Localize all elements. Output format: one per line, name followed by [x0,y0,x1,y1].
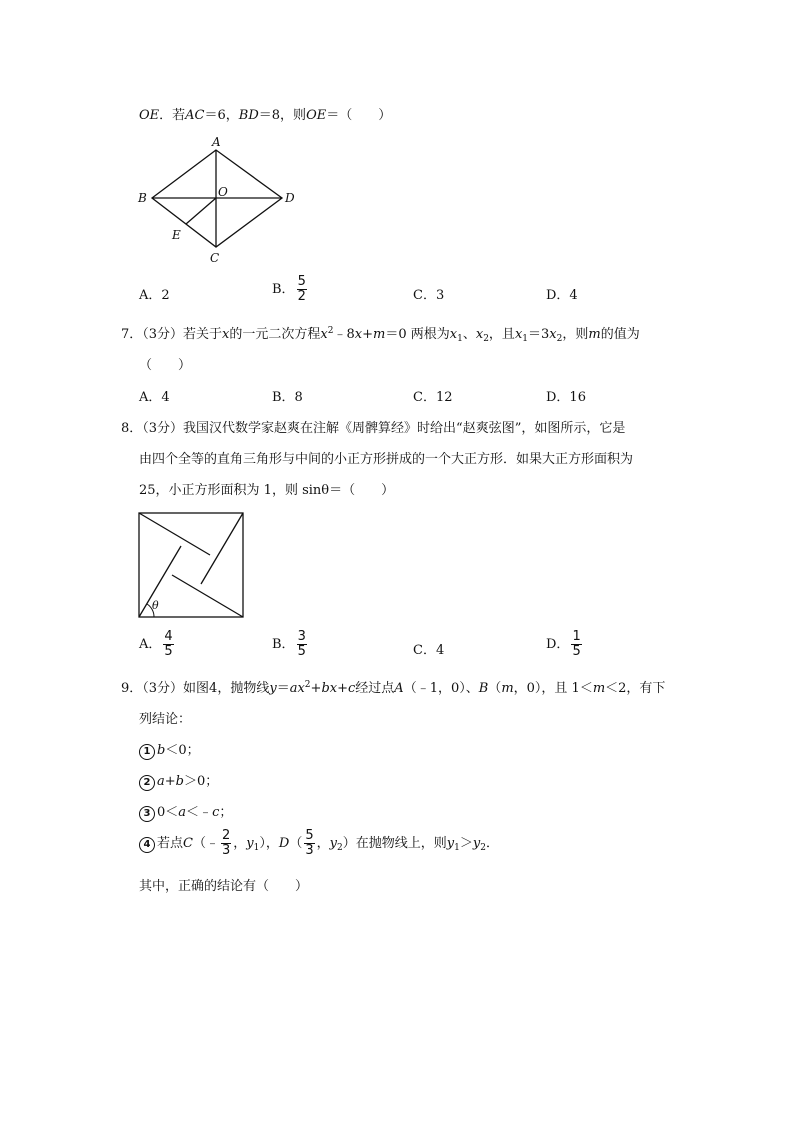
segment-oe [186,198,216,224]
q7-option-a[interactable]: A．4 [139,390,170,405]
triangle-edge-4 [172,575,243,617]
triangle-edge-2 [139,513,210,555]
q8-stem-line2: 由四个全等的直角三角形与中间的小正方形拼成的一个大正方形．如果大正方形面积为 [139,452,634,467]
triangle-edge-1 [139,546,181,617]
var-BD: BD [238,108,259,123]
q6-option-d[interactable]: D．4 [546,288,578,303]
q7-option-d[interactable]: D．16 [546,390,586,405]
q6-option-a[interactable]: A．2 [139,288,170,303]
q9-statement-2: 2 a+b＞0； [139,770,218,791]
q9-stem-line2: 列结论： [139,712,192,727]
q6-option-b[interactable]: B． $\frac{5}{2}$ [272,274,306,304]
fraction: $\frac{5}{2}$ [297,274,306,304]
q9-stem-line1: 9．（3分）如图4，抛物线$y=ax^2+bx+c$经过点A（﹣1，0）、B（m，0），且 1＜m＜2，有下 [121,680,666,696]
var-OE: OE [139,108,160,123]
circled-number: 4 [139,837,155,853]
q8-option-c[interactable]: C．4 [413,643,445,658]
label-O: O [218,185,228,199]
fraction: $\frac{4}{5}$ [164,629,173,659]
q9-question: 其中，正确的结论有（ ） [139,879,309,894]
q7-stem-line1: 7．（3分）若关于x的一元二次方程$x^2﹣8x+m=0$ 两根为$x_1$、$x_2$，且$x_1=3x_2$，则m的值为 [121,326,640,344]
q6-option-c[interactable]: C．3 [413,288,445,303]
q8-option-a[interactable]: A． $\frac{4}{5}$ [139,629,173,659]
q8-stem-line3: 25，小正方形面积为 1，则 sinθ＝（ ） [139,483,395,498]
q8-option-b[interactable]: B． $\frac{3}{5}$ [272,629,306,659]
rhombus-figure [130,132,310,267]
fraction: $\frac{5}{3}$ [305,828,314,858]
fraction: $\frac{1}{5}$ [572,629,581,659]
label-D: D [285,191,295,205]
fraction: $\frac{3}{5}$ [297,629,306,659]
q8-stem-line1: 8．（3分）我国汉代数学家赵爽在注解《周髀算经》时给出“赵爽弦图”，如图所示，它是 [121,421,626,436]
q9-statement-1: 1 b＜0； [139,739,200,760]
q8-option-d[interactable]: D． $\frac{1}{5}$ [546,629,581,659]
q6-stem-tail: OE．若AC＝6，BD＝8，则OE＝（ ） [139,108,392,123]
triangle-edge-3 [201,513,243,584]
circled-number: 2 [139,775,155,791]
var-OE: OE [306,108,327,123]
q7-stem-line2: （ ） [139,358,192,373]
var-AC: AC [185,108,205,123]
circled-number: 3 [139,806,155,822]
zhao-shuang-figure [136,510,248,620]
q7-option-b[interactable]: B．8 [272,390,303,405]
q7-option-c[interactable]: C．12 [413,390,453,405]
label-C: C [210,251,220,265]
circled-number: 1 [139,744,155,760]
label-B: B [138,191,147,205]
label-E: E [172,228,181,242]
label-theta: θ [152,599,159,612]
q9-statement-4: 4 若点C（﹣ $\frac{2}{3}$ ，$y_1$），D（ $\frac{5}{3}$ ，$y_2$）在抛物线上，则$y_1>y_2$． [139,829,499,858]
q9-statement-3: 3 0＜a＜﹣c； [139,801,232,822]
fraction: $\frac{2}{3}$ [221,828,231,858]
label-A: A [212,135,221,149]
